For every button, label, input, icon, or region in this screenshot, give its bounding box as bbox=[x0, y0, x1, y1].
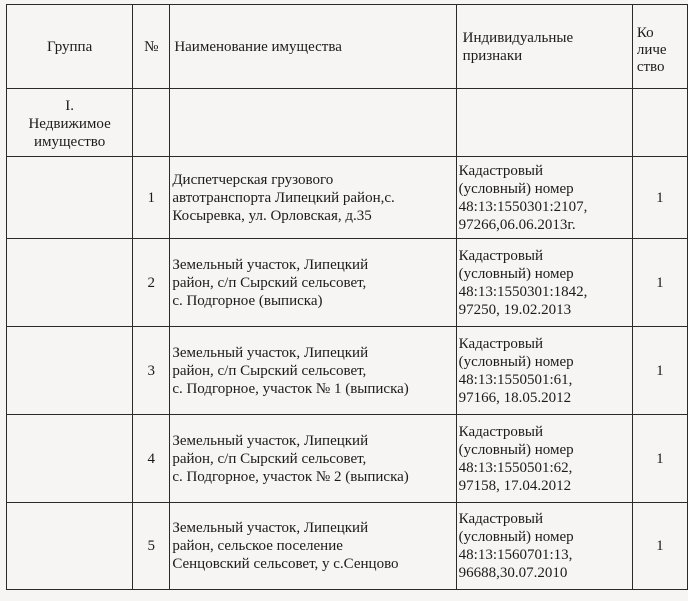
row-number: 5 bbox=[133, 503, 170, 590]
row-name: Земельный участок, Липецкий район, с/п Сырский сельсовет, с. Подгорное, участок № 2 (выписка) bbox=[170, 415, 456, 503]
header-name: Наименование имущества bbox=[170, 5, 456, 89]
table-row bbox=[7, 503, 688, 590]
row-number: 1 bbox=[133, 157, 170, 239]
empty-cell bbox=[7, 503, 133, 590]
empty-cell bbox=[170, 89, 456, 157]
empty-cell bbox=[7, 327, 133, 415]
empty-cell bbox=[632, 89, 687, 157]
header-attributes: Индивидуальные признаки bbox=[456, 5, 632, 89]
header-quantity: Ко личе ство bbox=[632, 5, 687, 89]
empty-cell bbox=[456, 89, 632, 157]
category-row bbox=[7, 89, 688, 157]
header-number: № bbox=[133, 5, 170, 89]
table-row bbox=[7, 415, 688, 503]
row-number: 3 bbox=[133, 327, 170, 415]
row-quantity: 1 bbox=[632, 157, 687, 239]
row-quantity: 1 bbox=[632, 327, 687, 415]
row-attributes: Кадастровый (условный) номер 48:13:1550301:1842, 97250, 19.02.2013 bbox=[456, 239, 632, 327]
row-name: Земельный участок, Липецкий район, сельское поселение Сенцовский сельсовет, у с.Сенцово bbox=[170, 503, 456, 590]
row-name: Земельный участок, Липецкий район, с/п Сырский сельсовет, с. Подгорное, участок № 1 (выписка) bbox=[170, 327, 456, 415]
row-attributes: Кадастровый (условный) номер 48:13:1550301:2107, 97266,06.06.2013г. bbox=[456, 157, 632, 239]
table-row bbox=[7, 327, 688, 415]
row-attributes: Кадастровый (условный) номер 48:13:1550501:61, 97166, 18.05.2012 bbox=[456, 327, 632, 415]
row-attributes: Кадастровый (условный) номер 48:13:1560701:13, 96688,30.07.2010 bbox=[456, 503, 632, 590]
category-label: I. Недвижимое имущество bbox=[7, 89, 133, 157]
empty-cell bbox=[7, 239, 133, 327]
row-quantity: 1 bbox=[632, 239, 687, 327]
empty-cell bbox=[7, 415, 133, 503]
header-group: Группа bbox=[7, 5, 133, 89]
property-table bbox=[6, 4, 688, 590]
row-quantity: 1 bbox=[632, 503, 687, 590]
table-row bbox=[7, 157, 688, 239]
row-name: Диспетчерская грузового автотранспорта Липецкий район,с. Косыревка, ул. Орловская, д.35 bbox=[170, 157, 456, 239]
row-number: 2 bbox=[133, 239, 170, 327]
table-row bbox=[7, 239, 688, 327]
row-attributes: Кадастровый (условный) номер 48:13:1550501:62, 97158, 17.04.2012 bbox=[456, 415, 632, 503]
empty-cell bbox=[133, 89, 170, 157]
table-header-row bbox=[7, 5, 688, 89]
row-number: 4 bbox=[133, 415, 170, 503]
empty-cell bbox=[7, 157, 133, 239]
row-quantity: 1 bbox=[632, 415, 687, 503]
row-name: Земельный участок, Липецкий район, с/п Сырский сельсовет, с. Подгорное (выписка) bbox=[170, 239, 456, 327]
